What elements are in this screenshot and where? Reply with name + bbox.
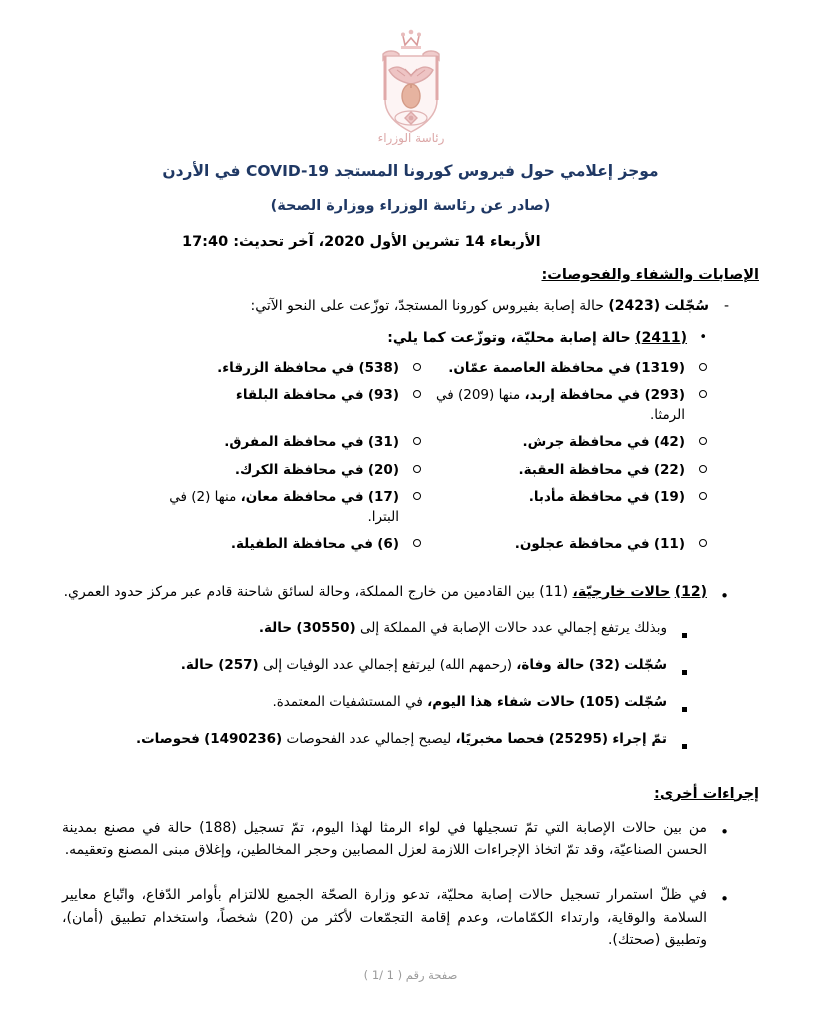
- local-cases-count: (2411): [635, 330, 687, 346]
- lead-total-text: [62, 296, 709, 317]
- circle-bullet-icon: [685, 358, 707, 378]
- governorate-item: [421, 460, 707, 480]
- emblem-caption: رئاسة الوزراء: [377, 131, 444, 145]
- governorate-item: [151, 487, 421, 528]
- lead-prefix: سُجّلت: [664, 298, 709, 314]
- local-cases-item: [62, 328, 707, 350]
- stat-prefix: سُجّلت: [624, 656, 667, 673]
- procedure-paragraph-guidelines-text: في ظلّ استمرار تسجيل حالات إصابة محليّة، تدعو وزارة الصحّة الجميع للالتزام بأوامر الدّفاع، واتّباع معايير السلامة والوقاية، وارتداء الكمّامات، وعدم إقامة التجمّعات لأكثر من (20) شخصاً، واستخدام تطبيق (أمان)، وتطبيق (صحتك).: [62, 887, 707, 949]
- circle-bullet-icon: [399, 432, 421, 452]
- local-cases-text: [62, 328, 687, 350]
- stat-value: (32): [588, 656, 620, 673]
- circle-bullet-icon: [685, 487, 707, 528]
- square-bullet-icon: [667, 655, 687, 682]
- document-title: موجز إعلامي حول فيروس كورونا المستجد COVID-19 في الأردن: [162, 162, 659, 180]
- governorate-row: [62, 487, 707, 528]
- circle-bullet-icon: [399, 534, 421, 554]
- local-cases-label: حالة إصابة محليّة، وتوزّعت كما يلي:: [387, 330, 631, 346]
- governorate-name: في محافظة الزرقاء.: [217, 359, 355, 376]
- lead-suffix: حالة إصابة بفيروس كورونا المستجدّ، توزّعت على النحو الآتي:: [250, 298, 604, 314]
- governorate-item: [421, 358, 707, 378]
- governorate-count: (93): [367, 386, 399, 403]
- stat-prefix: وبذلك يرتفع إجمالي عدد حالات الإصابة في المملكة إلى: [359, 619, 667, 636]
- stat-recoveries: [62, 692, 687, 719]
- governorate-count: (293): [644, 386, 685, 403]
- governorate-item: [151, 534, 421, 554]
- stat-prefix: تمّ إجراء: [612, 730, 667, 747]
- governorate-text: [421, 432, 685, 452]
- governorate-item: [421, 385, 707, 426]
- governorate-text: [151, 487, 399, 528]
- governorate-item: [421, 487, 707, 528]
- stat-total-cases-text: [62, 618, 667, 645]
- governorate-item: [151, 358, 421, 378]
- governorate-row: [62, 534, 707, 554]
- governorate-text: [421, 534, 685, 554]
- procedure-paragraph-factory: [62, 817, 729, 862]
- governorate-row: [62, 460, 707, 480]
- stat-mid2: ليصبح إجمالي عدد الفحوصات: [286, 730, 452, 747]
- emblem-container: [62, 26, 759, 152]
- stat-mid: حالات شفاء هذا اليوم،: [427, 693, 576, 710]
- lead-total-item: [62, 296, 729, 317]
- governorate-count: (19): [653, 488, 685, 505]
- stat-value: (30550): [296, 619, 356, 636]
- governorate-name: في محافظة إربد،: [524, 386, 641, 403]
- circle-bullet-icon: [399, 385, 421, 426]
- governorate-count: (31): [367, 434, 399, 451]
- stat-total-cases: [62, 618, 687, 645]
- dash-marker: -: [723, 298, 729, 314]
- circle-bullet-icon: [685, 460, 707, 480]
- external-cases-detail: (11) بين القادمين من خارج المملكة، وحالة لسائق شاحنة قادم عبر مركز حدود العمري.: [63, 583, 569, 600]
- governorate-text: [151, 534, 399, 554]
- external-cases-label: حالات خارجيّة،: [572, 583, 671, 600]
- date-update-line: الأربعاء 14 تشرين الأول 2020، آخر تحديث: 17:40: [182, 234, 541, 250]
- governorate-name: في محافظة عجلون.: [514, 536, 650, 553]
- circle-bullet-icon: [685, 534, 707, 554]
- stat-suffix: في المستشفيات المعتمدة.: [272, 693, 423, 710]
- governorate-name: في محافظة العاصمة عمّان.: [448, 359, 631, 376]
- section-heading-cases: الإصابات والشفاء والفحوصات:: [541, 267, 759, 283]
- section-heading-other-procedures: إجراءات أخرى:: [654, 785, 759, 802]
- stat-value2: (257): [218, 656, 259, 673]
- document-subtitle: (صادر عن رئاسة الوزراء ووزارة الصحة): [270, 198, 551, 214]
- stat-deaths: [62, 655, 687, 682]
- governorate-item: [421, 534, 707, 554]
- governorate-count: (20): [367, 461, 399, 478]
- stat-suffix: حالة.: [180, 656, 214, 673]
- governorate-text: [421, 460, 685, 480]
- bullet-marker: •: [720, 586, 729, 605]
- governorate-name: في محافظة العقبة.: [518, 461, 650, 478]
- procedure-paragraph-factory-text: من بين حالات الإصابة التي تمّ تسجيلها في لواء الرمثا لهذا اليوم، تمّ تسجيل (188) حالة في مصنع بمدينة الحسن الصناعيّة، وقد تمّ اتخاذ الإجراءات اللازمة لعزل المصابين وحجر المخالطين، وإغلاق مبنى المصنع وتعقيمه.: [62, 819, 707, 859]
- stat-suffix: فحوصات.: [135, 730, 200, 747]
- governorate-text: [151, 358, 399, 378]
- stat-mid2: (رحمهم الله) ليرتفع إجمالي عدد الوفيات إلى: [263, 656, 512, 673]
- procedure-paragraph-guidelines: [62, 884, 729, 952]
- governorate-count: (17): [367, 488, 399, 505]
- governorate-count: (538): [358, 359, 399, 376]
- stat-value: (105): [579, 693, 620, 710]
- governorate-name: في محافظة البلقاء: [235, 386, 364, 403]
- square-bullet-icon: [667, 618, 687, 645]
- bullet-marker: •: [720, 890, 729, 909]
- bullet-marker: •: [720, 822, 729, 841]
- external-cases-item: [62, 581, 729, 608]
- stat-deaths-text: [62, 655, 667, 682]
- governorate-name: في محافظة مأدبا.: [528, 488, 650, 505]
- circle-bullet-icon: [685, 385, 707, 426]
- governorate-sub: منها (2) في البترا.: [169, 488, 399, 526]
- governorate-name: في محافظة معان،: [240, 488, 364, 505]
- stat-suffix: حالة.: [258, 619, 293, 636]
- governorate-count: (22): [653, 461, 685, 478]
- governorate-item: [421, 432, 707, 452]
- external-cases-count: (12): [674, 583, 707, 600]
- governorate-name: في محافظة الطفيلة.: [230, 536, 373, 553]
- governorate-item: [151, 460, 421, 480]
- circle-bullet-icon: [399, 358, 421, 378]
- governorate-count: (11): [653, 536, 685, 553]
- stat-value2: (1490236): [204, 730, 283, 747]
- circle-bullet-icon: [399, 487, 421, 528]
- governorate-name: في محافظة الكرك.: [234, 461, 364, 478]
- governorate-sub: منها (209) في الرمثا.: [435, 386, 685, 424]
- governorate-text: [421, 487, 685, 528]
- external-cases-text: [62, 581, 707, 608]
- governorate-name: في محافظة المفرق.: [224, 434, 364, 451]
- governorate-item: [151, 432, 421, 452]
- circle-bullet-icon: [685, 432, 707, 452]
- square-bullet-icon: [667, 729, 687, 756]
- governorate-text: [151, 460, 399, 480]
- governorate-text: [151, 385, 399, 426]
- governorate-name: في محافظة جرش.: [522, 434, 650, 451]
- stat-tests: [62, 729, 687, 756]
- governorate-item: [151, 385, 421, 426]
- governorate-count: (1319): [635, 359, 685, 376]
- governorate-text: [421, 385, 685, 426]
- governorate-row: [62, 358, 707, 378]
- stat-mid: فحصا مخبريًا،: [455, 730, 545, 747]
- governorate-row: [62, 385, 707, 426]
- governorate-text: [151, 432, 399, 452]
- square-bullet-icon: [667, 692, 687, 719]
- stat-value: (25295): [548, 730, 609, 747]
- lead-total-value: (2423): [608, 298, 661, 314]
- circle-bullet-icon: [399, 460, 421, 480]
- stat-mid: حالة وفاة،: [516, 656, 585, 673]
- governorate-count: (6): [377, 536, 399, 553]
- governorate-count: (42): [653, 434, 685, 451]
- stat-prefix: سُجّلت: [624, 693, 667, 710]
- governorate-breakdown-list: [62, 358, 707, 555]
- bullet-marker: •: [699, 330, 707, 345]
- governorate-text: [421, 358, 685, 378]
- jordan-coat-of-arms-icon: [359, 26, 463, 146]
- page-footer: صفحة رقم ( 1 /1 ): [363, 968, 458, 982]
- governorate-row: [62, 432, 707, 452]
- stat-recoveries-text: [62, 692, 667, 719]
- stat-tests-text: [62, 729, 667, 756]
